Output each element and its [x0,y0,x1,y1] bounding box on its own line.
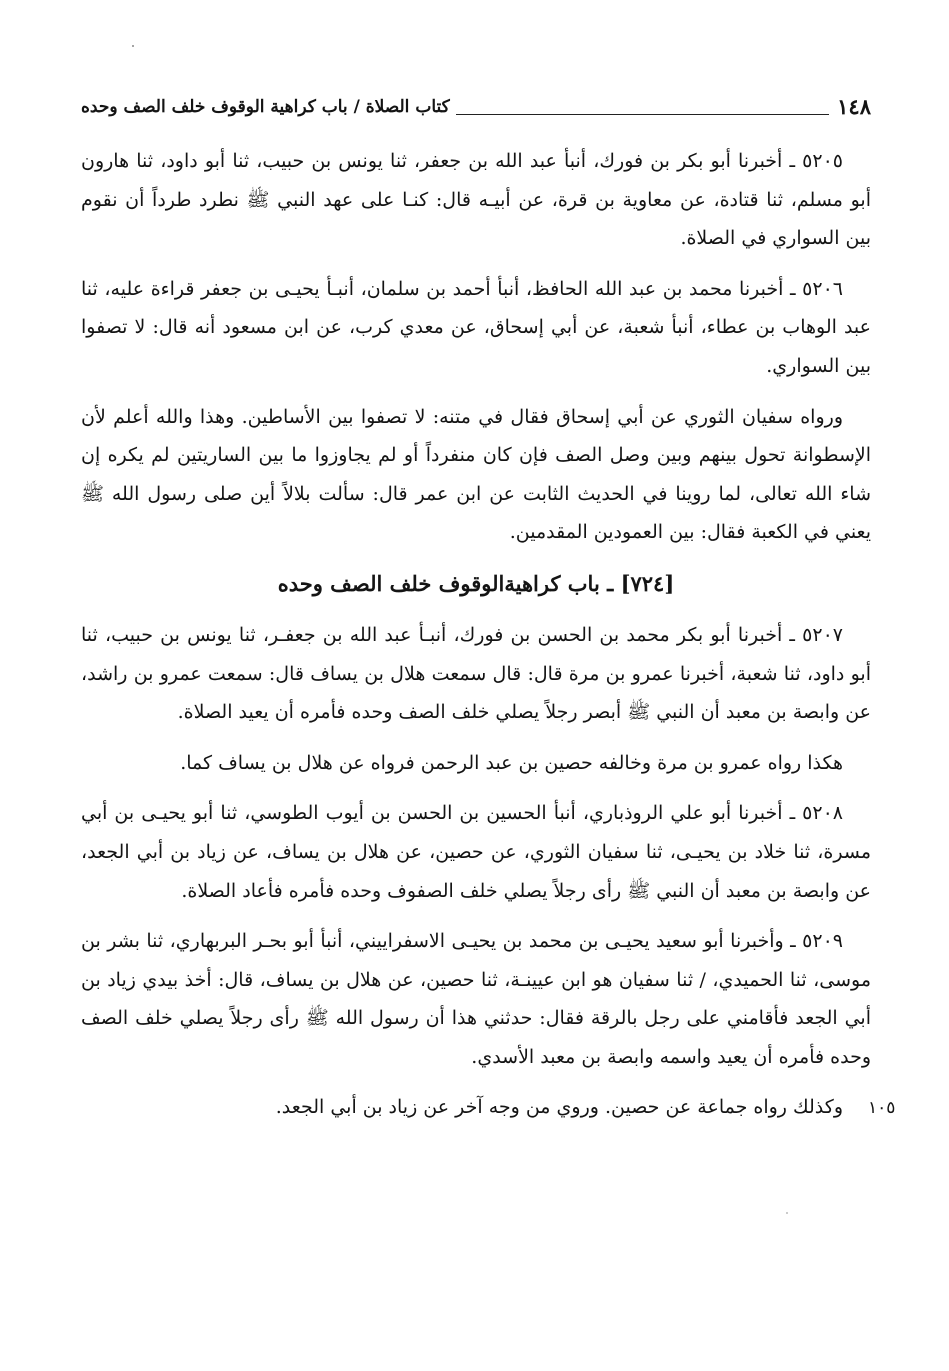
hadith-5209: ٥٢٠٩ ـ وأخبرنا أبو سعيد يحيـى بن محمد بن يحيـى الاسفراييني، أنبأ أبو بحـر البربهاري، ثنا بشر بن موسى، ثنا الحميدي، / ثنا سفيان هو ابن عيينـة، ثنا حصين، عن هلال بن يساف، قال: أخذ بيدي زياد بن أبي الجعد فأقامني على رجل بالرقة فقال: حدثني هذا أن رسول الله ﷺ رأى رجلاً يصلي خلف الصف وحده فأمره أن يعيد واسمه وابصة بن معبد الأسدي. [81,930,871,1068]
scan-speck [786,1212,788,1214]
scan-speck [132,45,134,47]
hadith-5206: ٥٢٠٦ ـ أخبرنا محمد بن عبد الله الحافظ، أنبأ أحمد بن سلمان، أنبـأ يحيـى بن جعفر قراءة عليه، ثنا عبد الوهاب بن عطاء، أنبأ شعبة، عن أبي إسحاق، عن معدي كرب، عن ابن مسعود أنه قال: لا تصفوا بين السواري. [81,277,871,377]
commentary-paragraph: وكذلك رواه جماعة عن حصين. وروي من وجه آخر عن زياد بن أبي الجعد. [275,1096,843,1119]
hadith-5207: ٥٢٠٧ ـ أخبرنا أبو بكر محمد بن الحسن بن فورك، أنبـأ عبد الله بن جعفـر، ثنا يونس بن حبيب، ثنا أبو داود، ثنا شعبة، أخبرنا عمرو بن مرة قال: قال سمعت هلال بن يساف قال: سمعت عمرو بن راشد، عن وابصة بن معبد أن النبي ﷺ أبصر رجلاً يصلي خلف الصف وحده فأمره أن يعيد الصلاة. [81,623,871,724]
commentary-paragraph: ورواه سفيان الثوري عن أبي إسحاق فقال في متنه: لا تصفوا بين الأساطين. وهذا والله أعلم لأن الإسطوانة تحول بينهم وبين وصل الصف فإن كان منفرداً أو لم يجاوزوا ما بين الساريتين لم يكره إن شاء الله تعالى، لما روينا في الحديث الثابت عن ابن عمر قال: سألت بلالاً أين صلى رسول الله ﷺ يعني في الكعبة فقال: بين العمودين المقدمين. [81,405,871,544]
hadith-5208: ٥٢٠٨ ـ أخبرنا أبو علي الروذباري، أنبأ الحسين بن الحسن بن أيوب الطوسي، ثنا أبو يحيـى بن أبي مسرة، ثنا خلاد بن يحيـى، ثنا سفيان الثوري، عن حصين، عن هلال بن يساف، عن زياد بن أبي الجعد، عن وابصة بن معبد أن النبي ﷺ رأى رجلاً يصلي خلف الصفوف وحده فأمره فأعاد الصلاة. [81,802,871,902]
body-text [81,142,871,1139]
margin-volume-note: ١٠٥ [868,1098,896,1118]
page-header [81,88,871,122]
page-number: ١٤٨ [837,94,871,119]
running-title: كتاب الصلاة / باب كراهية الوقوف خلف الصف وحده [81,97,450,117]
hadith-5205: ٥٢٠٥ ـ أخبرنا أبو بكر بن فورك، أنبأ عبد الله بن جعفر، ثنا يونس بن حبيب، ثنا أبو داود، ثنا هارون أبو مسلم، ثنا قتادة، عن معاوية بن قرة، عن أبيـه قال: كنـا على عهد النبي ﷺ نطرد طرداً أن نقوم بين السواري في الصلاة. [81,150,871,250]
chapter-heading: [٧٢٤] ـ باب كراهيةالوقوف خلف الصف وحده [277,570,675,596]
header-rule [456,114,829,115]
commentary-paragraph: هكذا رواه عمرو بن مرة وخالفه حصين بن عبد الرحمن فرواه عن هلال بن يساف كما. [180,751,843,774]
